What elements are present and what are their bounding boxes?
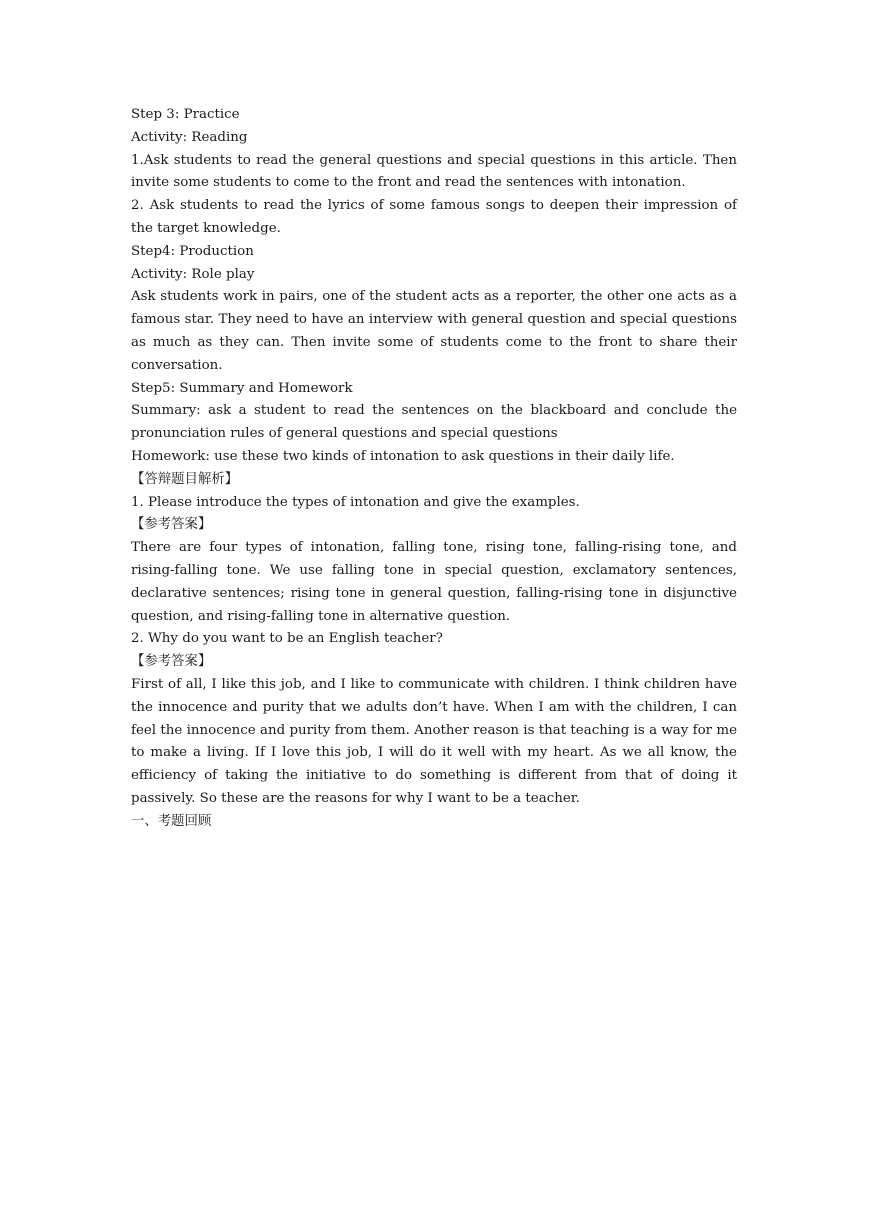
- document-body: [131, 104, 737, 834]
- step5-summary: Summary: ask a student to read the sentences on the blackboard and conclude the pronunciation rules of general questions and special questions: [131, 403, 737, 442]
- question-2: 2. Why do you want to be an English teacher?: [131, 631, 443, 647]
- question-1-answer: There are four types of intonation, falling tone, rising tone, falling-rising tone, and rising-falling tone. We use falling tone in special question, exclamatory sentences, declarative sentences; rising tone in general question, falling-rising tone in disjunctive question, and rising-falling tone in alternative question.: [131, 540, 737, 624]
- step4-activity: Activity: Role play: [131, 266, 255, 282]
- step5-title: Step5: Summary and Homework: [131, 380, 353, 396]
- question-2-answer-label: 【参考答案】: [131, 654, 212, 670]
- step3-item-2: 2. Ask students to read the lyrics of some famous songs to deepen their impression of the target knowledge.: [131, 198, 737, 236]
- question-1-answer-label: 【参考答案】: [131, 517, 212, 533]
- step4-body: Ask students work in pairs, one of the student acts as a reporter, the other one acts as a famous star. They need to have an interview with general question and special questions as much as they can. Then invite some of students come to the front to share their conversation.: [131, 289, 737, 373]
- review-heading: 一、考题回顾: [131, 813, 212, 829]
- step3-activity: Activity: Reading: [131, 129, 248, 145]
- step3-item-1: 1.Ask students to read the general questions and special questions in this article. Then invite some students to come to the front and read the sentences with intonation.: [131, 152, 737, 191]
- question-1: 1. Please introduce the types of intonation and give the examples.: [131, 494, 580, 510]
- question-2-answer: First of all, I like this job, and I like to communicate with children. I think children have the innocence and purity that we adults don’t have. When I am with the children, I can feel the innocence and purity from them. Another reason is that teaching is a way for me to make a living. If I love this job, I will do it well with my heart. As we all know, the efficiency of taking the initiative to do something is different from that of doing it passively. So these are the reasons for why I want to be a teacher.: [131, 676, 737, 806]
- step3-title: Step 3: Practice: [131, 107, 240, 122]
- step5-homework: Homework: use these two kinds of intonation to ask questions in their daily life.: [131, 448, 675, 464]
- step4-title: Step4: Production: [131, 243, 254, 259]
- defense-heading: 【答辩题目解析】: [131, 471, 239, 487]
